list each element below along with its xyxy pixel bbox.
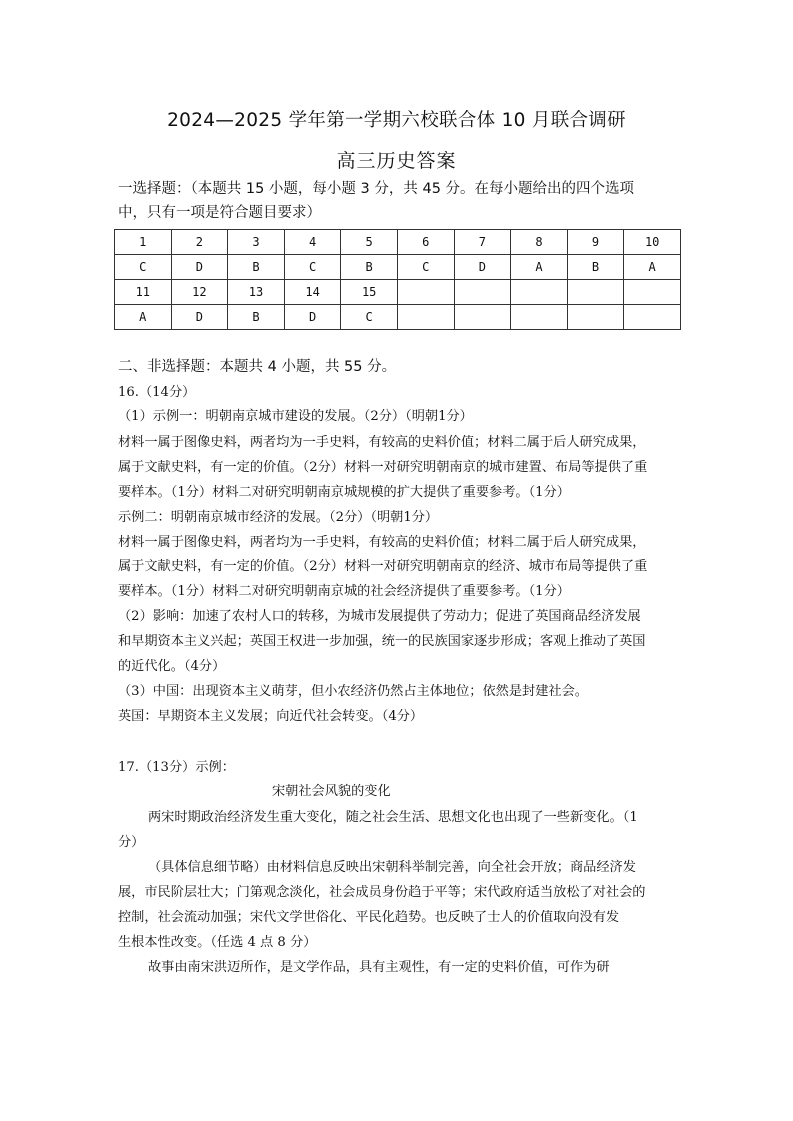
mcq-instructions-line2: 中，只有一项是符合题目要求） [118,205,321,221]
question-number-cell: 13 [228,280,285,305]
document-title: 2024—2025 学年第一学期六校联合体 10 月联合调研 [167,110,626,131]
empty-cell [511,280,568,305]
answer-cell: C [397,255,454,280]
essay-text-line: 生根本性改变。（任选 4 点 8 分） [118,935,317,950]
question-number-cell: 3 [228,230,285,255]
answer-text-line: 材料一属于图像史料，两者均为一手史料，有较高的史料价值；材料二属于后人研究成果， [118,435,646,450]
answer-text-line: （1）示例一：明朝南京城市建设的发展。（2分）（明朝1分） [118,409,473,424]
essay-text-line: 故事由南宋洪迈所作，是文学作品，具有主观性，有一定的史料价值，可作为研 [148,960,610,975]
question-number-cell: 8 [511,230,568,255]
empty-cell [567,280,624,305]
answer-text-line: 示例二：明朝南京城市经济的发展。（2分）（明朝1分） [118,510,439,525]
table-row [115,305,681,330]
answer-cell: B [228,305,285,330]
essay-text-line: 展，市民阶层壮大；门第观念淡化，社会成员身份趋于平等；宋代政府适当放松了对社会的 [118,885,646,900]
empty-cell [454,280,511,305]
question-number-cell: 12 [171,280,228,305]
empty-cell [567,305,624,330]
mcq-answer-table [114,229,681,330]
essay-title: 宋朝社会风貌的变化 [272,784,391,799]
answer-cell: D [454,255,511,280]
answer-cell: D [171,255,228,280]
question-number-cell: 5 [341,230,398,255]
document-subtitle: 高三历史答案 [336,150,457,172]
answer-text-line: 和早期资本主义兴起；英国王权进一步加强，统一的民族国家逐步形成；客观上推动了英国 [118,634,646,649]
answer-text-line: 属于文献史料，有一定的价值。（2分）材料一对研究明朝南京的城市建置、布局等提供了重 [118,460,648,475]
question-number-cell: 14 [284,280,341,305]
answer-text-line: （2）影响：加速了农村人口的转移，为城市发展提供了劳动力；促进了英国商品经济发展 [118,609,641,624]
answer-cell: B [567,255,624,280]
question-number-cell: 6 [397,230,454,255]
empty-cell [511,305,568,330]
question-number-cell: 15 [341,280,398,305]
table-row [115,230,681,255]
answer-cell: B [341,255,398,280]
essay-text-line: 两宋时期政治经济发生重大变化，随之社会生活、思想文化也出现了一些新变化。（1 [148,810,638,825]
answer-cell: D [171,305,228,330]
question-16-heading: 16.（14分） [118,385,196,400]
answer-cell: C [284,255,341,280]
answer-cell: B [228,255,285,280]
answer-cell: A [511,255,568,280]
answer-cell: A [115,305,172,330]
answer-cell: C [115,255,172,280]
question-number-cell: 11 [115,280,172,305]
question-number-cell: 1 [115,230,172,255]
answer-text-line: 属于文献史料，有一定的价值。（2分）材料一对研究明朝南京的经济、城市布局等提供了重 [118,559,648,574]
question-number-cell: 7 [454,230,511,255]
answer-text-line: 要样本。（1分）材料二对研究明朝南京城的社会经济提供了重要参考。（1分） [118,584,570,599]
question-number-cell: 10 [624,230,681,255]
answer-text-line: 要样本。（1分）材料二对研究明朝南京城规模的扩大提供了重要参考。（1分） [118,485,570,500]
question-number-cell: 9 [567,230,624,255]
table-row [115,255,681,280]
essay-text-line: 分） [118,835,145,850]
answer-cell: D [284,305,341,330]
answer-text-line: 的近代化。（4分） [118,659,226,674]
question-number-cell: 2 [171,230,228,255]
empty-cell [624,280,681,305]
empty-cell [624,305,681,330]
empty-cell [397,280,454,305]
essay-text-line: 控制，社会流动加强；宋代文学世俗化、平民化趋势。也反映了士人的价值取向没有发 [118,910,620,925]
question-17-heading: 17.（13分）示例： [118,760,235,775]
answer-text-line: （3）中国：出现资本主义萌芽，但小农经济仍然占主体地位；依然是封建社会。 [118,684,588,699]
essay-text-line: （具体信息细节略）由材料信息反映出宋朝科举制完善，向全社会开放；商品经济发 [148,860,636,875]
answer-cell: C [341,305,398,330]
answer-text-line: 英国：早期资本主义发展；向近代社会转变。（4分） [118,709,424,724]
question-number-cell: 4 [284,230,341,255]
answer-cell: A [624,255,681,280]
empty-cell [454,305,511,330]
table-row [115,280,681,305]
mcq-instructions-line1: 一选择题：（本题共 15 小题，每小题 3 分，共 45 分。在每小题给出的四个选项 [118,181,635,197]
empty-cell [397,305,454,330]
part2-heading: 二、非选择题：本题共 4 小题，共 55 分。 [118,359,397,375]
answer-text-line: 材料一属于图像史料，两者均为一手史料，有较高的史料价值；材料二属于后人研究成果， [118,535,646,550]
